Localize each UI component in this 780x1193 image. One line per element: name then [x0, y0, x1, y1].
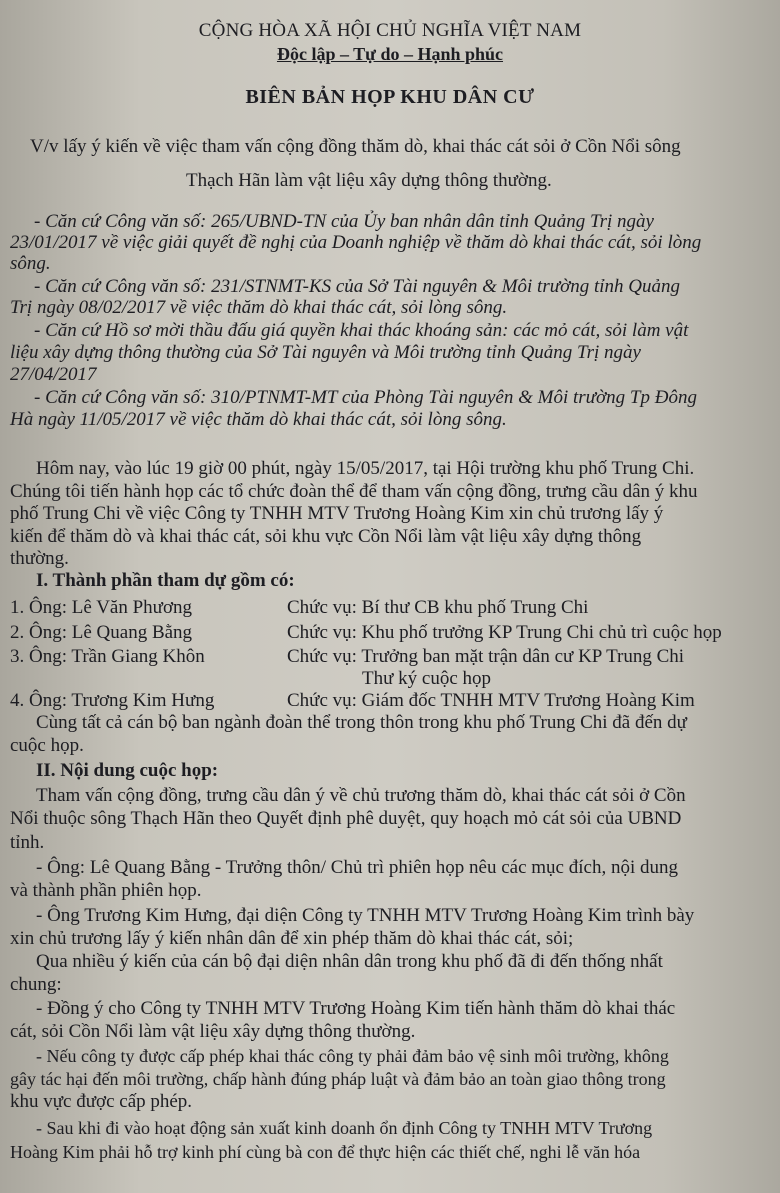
- attendee-role-extra: Thư ký cuộc họp: [362, 668, 492, 689]
- national-motto: Độc lập – Tự do – Hạnh phúc: [276, 44, 504, 64]
- legal-basis-line: - Căn cứ Công văn số: 265/UBND-TN của Ủy ban nhân dân tỉnh Quảng Trị ngày: [34, 211, 654, 232]
- legal-basis-line: Hà ngày 11/05/2017 về việc thăm dò khai thác cát, sỏi lòng sông.: [10, 409, 507, 430]
- subject-line: V/v lấy ý kiến về việc tham vấn cộng đồng thăm dò, khai thác cát sỏi ở Cồn Nổi sông: [30, 136, 681, 157]
- attendee-role: Chức vụ: Bí thư CB khu phố Trung Chi: [287, 597, 589, 618]
- content-line: khu vực được cấp phép.: [10, 1091, 193, 1112]
- content-line: Qua nhiều ý kiến của cán bộ đại diện nhân dân trong khu phố đã đi đến thống nhất: [36, 951, 663, 972]
- legal-basis-line: sông.: [10, 253, 51, 274]
- section-heading: I. Thành phần tham dự gồm có:: [36, 570, 295, 591]
- content-line: gây tác hại đến môi trường, chấp hành đúng pháp luật và đảm bảo an toàn giao thông trong: [10, 1069, 666, 1089]
- content-line: - Ông Trương Kim Hưng, đại diện Công ty TNHH MTV Trương Hoàng Kim trình bày: [36, 905, 695, 926]
- attendee-name: 1. Ông: Lê Văn Phương: [10, 597, 193, 618]
- intro-line: Chúng tôi tiến hành họp các tổ chức đoàn thể để tham vấn cộng đồng, trưng cầu dân ý khu: [10, 481, 698, 502]
- attendee-name: 2. Ông: Lê Quang Bằng: [10, 622, 193, 643]
- content-line: và thành phần phiên họp.: [10, 880, 202, 901]
- section-closing-line: Cùng tất cả cán bộ ban ngành đoàn thể trong thôn trong khu phố Trung Chi đã đến dự: [36, 712, 687, 733]
- intro-line: Hôm nay, vào lúc 19 giờ 00 phút, ngày 15/05/2017, tại Hội trường khu phố Trung Chi.: [36, 458, 695, 479]
- subject-line: Thạch Hãn làm vật liệu xây dựng thông thường.: [186, 170, 552, 191]
- content-line: tỉnh.: [10, 832, 45, 853]
- attendee-name: 4. Ông: Trương Kim Hưng: [10, 690, 215, 711]
- section-closing-line: cuộc họp.: [10, 735, 84, 756]
- legal-basis-line: - Căn cứ Hồ sơ mời thầu đấu giá quyền khai thác khoáng sản: các mỏ cát, sỏi làm vật: [34, 320, 689, 341]
- legal-basis-line: 23/01/2017 về việc giải quyết đề nghị của Doanh nghiệp về thăm dò khai thác cát, sỏi lòng: [10, 232, 702, 253]
- content-line: Nổi thuộc sông Thạch Hãn theo Quyết định phê duyệt, quy hoạch mỏ cát sỏi của UBND: [10, 808, 682, 829]
- legal-basis-line: - Căn cứ Công văn số: 231/STNMT-KS của Sở Tài nguyên & Môi trường tỉnh Quảng: [34, 276, 680, 297]
- document-title: BIÊN BẢN HỌP KHU DÂN CƯ: [245, 86, 535, 108]
- content-line: - Sau khi đi vào hoạt động sản xuất kinh doanh ổn định Công ty TNHH MTV Trương: [36, 1118, 653, 1138]
- content-line: - Nếu công ty được cấp phép khai thác công ty phải đảm bảo vệ sinh môi trường, không: [36, 1046, 669, 1066]
- section-heading: II. Nội dung cuộc họp:: [36, 760, 219, 781]
- legal-basis-line: Trị ngày 08/02/2017 về việc thăm dò khai thác cát, sỏi lòng sông.: [10, 297, 508, 318]
- content-line: Tham vấn cộng đồng, trưng cầu dân ý về chủ trương thăm dò, khai thác cát sỏi ở Cồn: [36, 785, 686, 806]
- legal-basis-line: 27/04/2017: [10, 364, 97, 385]
- attendee-role: Chức vụ: Trưởng ban mặt trận dân cư KP Trung Chi: [287, 646, 685, 667]
- attendee-name: 3. Ông: Trần Giang Khôn: [10, 646, 205, 667]
- content-line: Hoàng Kim phải hỗ trợ kinh phí cùng bà con để thực hiện các thiết chế, nghi lễ văn hóa: [10, 1142, 641, 1162]
- legal-basis-line: - Căn cứ Công văn số: 310/PTNMT-MT của Phòng Tài nguyên & Môi trường Tp Đông: [34, 387, 697, 408]
- content-line: cát, sỏi Cồn Nổi làm vật liệu xây dựng thông thường.: [10, 1021, 416, 1042]
- content-line: - Ông: Lê Quang Bằng - Trưởng thôn/ Chủ trì phiên họp nêu các mục đích, nội dung: [36, 857, 678, 878]
- intro-line: thường.: [10, 548, 69, 569]
- intro-line: kiến để thăm dò và khai thác cát, sỏi khu vực Cồn Nổi làm vật liệu xây dựng thông: [10, 526, 642, 547]
- legal-basis-line: liệu xây dựng thông thường của Sở Tài nguyên và Môi trường tỉnh Quảng Trị ngày: [10, 342, 641, 363]
- content-line: - Đồng ý cho Công ty TNHH MTV Trương Hoàng Kim tiến hành thăm dò khai thác: [36, 998, 676, 1019]
- intro-line: phố Trung Chi về việc Công ty TNHH MTV Trương Hoàng Kim xin chủ trương lấy ý: [10, 503, 664, 524]
- attendee-role: Chức vụ: Khu phố trưởng KP Trung Chi chủ trì cuộc họp: [287, 622, 722, 643]
- content-line: chung:: [10, 974, 62, 995]
- content-line: xin chủ trương lấy ý kiến nhân dân để xin phép thăm dò khai thác cát, sỏi;: [10, 928, 574, 949]
- attendee-role: Chức vụ: Giám đốc TNHH MTV Trương Hoàng Kim: [287, 690, 695, 711]
- national-title: CỘNG HÒA XÃ HỘI CHỦ NGHĨA VIỆT NAM: [198, 20, 582, 41]
